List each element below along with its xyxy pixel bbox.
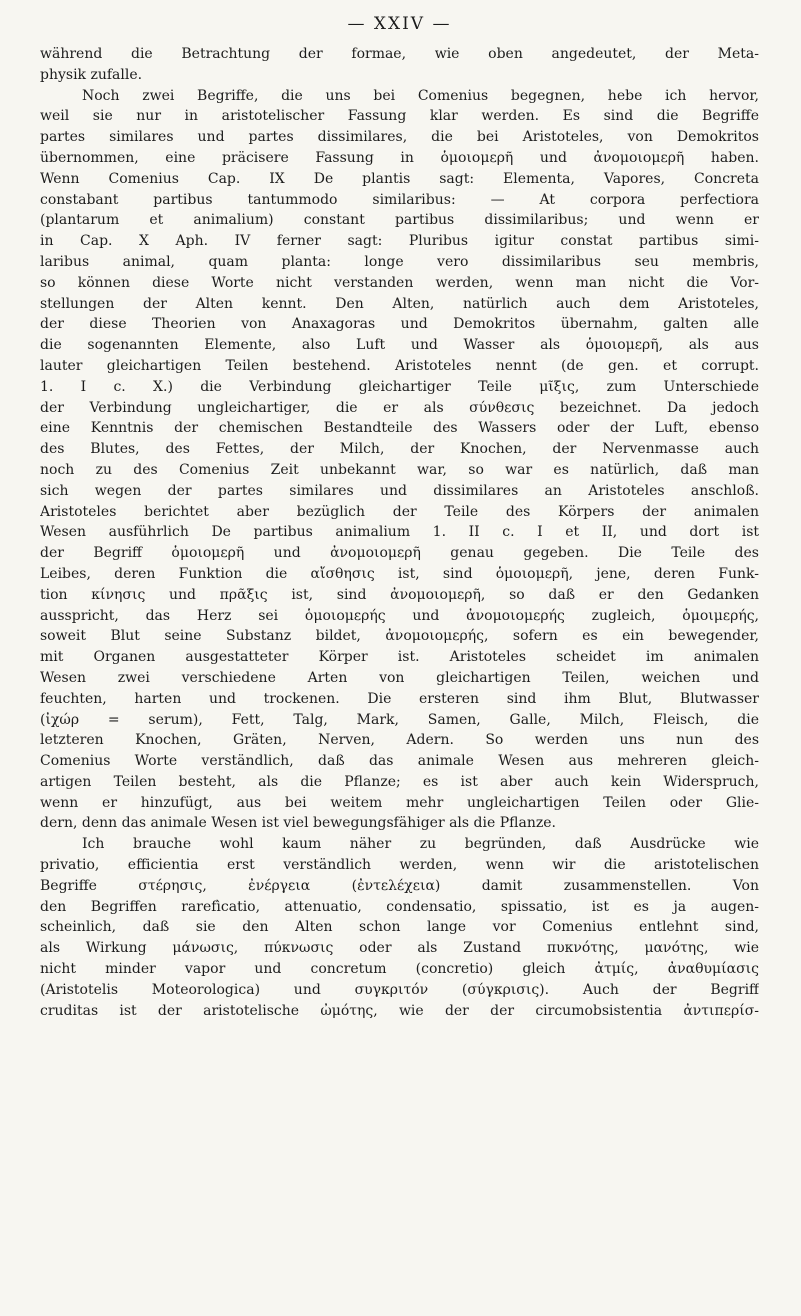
text-line: Ich brauche wohl kaum näher zu begründen, daß Ausdrücke wie xyxy=(82,836,759,853)
text-line: wenn er hinzufügt, aus bei weitem mehr ungleichartigen Teilen oder Glie- xyxy=(40,794,759,811)
text-line: dern, denn das animale Wesen ist viel bewegungsfähiger als die Pflanze. xyxy=(40,815,556,832)
text-line: stellungen der Alten kennt. Den Alten, natürlich auch dem Aristoteles, xyxy=(40,295,759,312)
text-line: mit Organen ausgestatteter Körper ist. Aristoteles scheidet im animalen xyxy=(40,649,759,666)
text-line: Begriffe στέρησις, ἐνέργεια (ἐντελέχεια) damit zusammenstellen. Von xyxy=(40,877,759,894)
text-line: Leibes, deren Funktion die αἴσθησις ist, sind ὁμοιομερῆ, jene, deren Funk- xyxy=(40,565,759,582)
text-line: noch zu des Comenius Zeit unbekannt war, so war es natürlich, daß man xyxy=(40,461,759,478)
text-line: weil sie nur in aristotelischer Fassung klar werden. Es sind die Begriffe xyxy=(40,108,759,125)
text-line: in Cap. X Aph. IV ferner sagt: Pluribus igitur constat partibus simi- xyxy=(40,233,759,250)
text-line: der diese Theorien von Anaxagoras und Demokritos übernahm, galten alle xyxy=(40,316,759,333)
text-line: sich wegen der partes similares und dissimilares an Aristoteles anschloß. xyxy=(40,482,759,499)
text-line: Wesen ausführlich De partibus animalium 1. II c. I et II, und dort ist xyxy=(40,524,759,541)
text-line: ausspricht, das Herz sei ὁμοιομερής und ἀνομοιομερής zugleich, ὁμοιμερής, xyxy=(40,607,759,624)
text-line: soweit Blut seine Substanz bildet, ἀνομοιομερής, sofern es ein bewegender, xyxy=(40,628,759,645)
text-line: 1. I c. X.) die Verbindung gleichartiger Teile μῖξις, zum Unterschiede xyxy=(40,378,759,395)
text-line: übernommen, eine präcisere Fassung in ὁμοιομερῆ und ἀνομοιομερῆ haben. xyxy=(40,149,759,166)
text-line: Comenius Worte verständlich, daß das animale Wesen aus mehreren gleich- xyxy=(40,753,759,770)
text-line: partes similares und partes dissimilares, die bei Aristoteles, von Demokritos xyxy=(40,129,759,146)
text-line: Wesen zwei verschiedene Arten von gleichartigen Teilen, weichen und xyxy=(40,669,759,686)
text-line: Wenn Comenius Cap. IX De plantis sagt: Elementa, Vapores, Concreta xyxy=(40,170,759,187)
text-line: constabant partibus tantummodo similaribus: — At corpora perfectiora xyxy=(40,191,759,208)
page-number-header: — XXIV — xyxy=(347,14,452,34)
text-line: die sogenannten Elemente, also Luft und Wasser als ὁμοιομερῆ, als aus xyxy=(40,337,759,354)
body-text xyxy=(40,44,759,1021)
text-line: artigen Teilen besteht, als die Pflanze; es ist aber auch kein Widerspruch, xyxy=(40,773,759,790)
text-line: (Aristotelis Moteorologica) und συγκριτόν (σύγκρισις). Auch der Begriff xyxy=(40,981,759,998)
text-line: der Verbindung ungleichartiger, die er als σύνθεσις bezeichnet. Da jedoch xyxy=(40,399,759,416)
text-line: den Begriffen rarefìcatio, attenuatio, condensatio, spissatio, ist es ja augen- xyxy=(40,898,759,915)
text-line: lauter gleichartigen Teilen bestehend. Aristoteles nennt (de gen. et corrupt. xyxy=(40,357,759,374)
text-line: als Wirkung μάνωσις, πύκνωσις oder als Zustand πυκνότης, μανότης, wie xyxy=(40,940,759,957)
text-line: cruditas ist der aristotelische ὠμότης, wie der der circumobsistentia ἀντιπερίσ- xyxy=(40,1002,759,1019)
text-line: Aristoteles berichtet aber bezüglich der Teile des Körpers der animalen xyxy=(40,503,759,520)
text-line: feuchten, harten und trockenen. Die ersteren sind ihm Blut, Blutwasser xyxy=(40,690,759,707)
text-line: letzteren Knochen, Gräten, Nerven, Adern. So werden uns nun des xyxy=(40,732,759,749)
text-line: Noch zwei Begriffe, die uns bei Comenius begegnen, hebe ich hervor, xyxy=(82,87,759,104)
text-line: während die Betrachtung der formae, wie oben angedeutet, der Meta- xyxy=(40,46,759,62)
text-line: nicht minder vapor und concretum (concretio) gleich ἀτμίς, ἀναθυμίασις xyxy=(40,961,759,978)
text-line: scheinlich, daß sie den Alten schon lange vor Comenius entlehnt sind, xyxy=(40,919,759,936)
text-line: physik zufalle. xyxy=(40,66,143,83)
text-line: (plantarum et animalium) constant partibus dissimilaribus; und wenn er xyxy=(40,212,759,229)
text-line: laribus animal, quam planta: longe vero dissimilaribus seu membris, xyxy=(40,253,759,270)
text-line: so können diese Worte nicht verstanden werden, wenn man nicht die Vor- xyxy=(40,274,759,291)
text-line: (ἰχώρ = serum), Fett, Talg, Mark, Samen, Galle, Milch, Fleisch, die xyxy=(40,711,759,728)
text-line: privatio, efficientia erst verständlich werden, wenn wir die aristotelischen xyxy=(40,857,759,874)
text-line: der Begriff ὁμοιομερῆ und ἀνομοιομερῆ genau gegeben. Die Teile des xyxy=(40,545,759,562)
text-line: tion κίνησις und πρᾶξις ist, sind ἀνομοιομερῆ, so daß er den Gedanken xyxy=(40,586,759,603)
text-line: des Blutes, des Fettes, der Milch, der Knochen, der Nervenmasse auch xyxy=(40,441,759,458)
text-line: eine Kenntnis der chemischen Bestandteile des Wassers oder der Luft, ebenso xyxy=(40,420,759,437)
